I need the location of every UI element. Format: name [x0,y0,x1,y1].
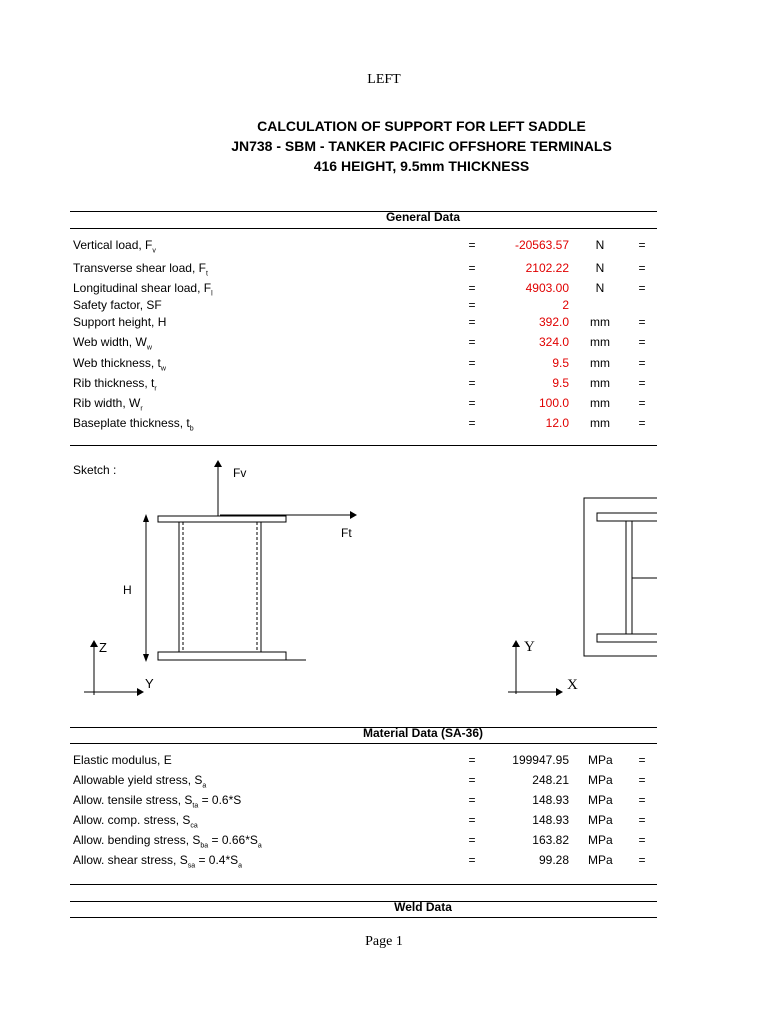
ft-label: Ft [341,526,352,540]
arrowhead-up-icon [143,514,149,522]
unit: N [595,261,605,275]
fv-label: Fv [233,466,247,480]
equals-sign: = [638,315,646,329]
computed-value: 148.93 [532,793,569,807]
divider [70,743,657,744]
unit: MPa [588,833,613,847]
row-label: Transverse shear load, $F_t$ [73,261,208,278]
row-support-height [0,315,768,333]
input-value[interactable]: 9.5 [552,376,569,390]
unit: N [595,238,605,252]
computed-value: 148.93 [532,813,569,827]
unit: mm [590,416,610,430]
row-label: Allow. bending stress, $S_{ba} = 0.66*S_a$ [73,833,262,850]
row-transverse-shear-load [0,261,768,279]
row-label: Allow. comp. stress, $S_{ca}$ [73,813,198,830]
row-label: Allowable yield stress, $S_a$ [73,773,207,790]
row-allowable-yield-stress [0,773,768,791]
equals-sign: = [638,753,646,767]
unit: N [595,281,605,295]
side-view-bottom-plate [597,634,657,642]
h-label: H [123,583,132,597]
row-allow-shear-stress [0,853,768,871]
row-label: Rib width, $W_r$ [73,396,143,413]
title-line-1: CALCULATION OF SUPPORT FOR LEFT SADDLE [257,118,586,134]
computed-value: 99.28 [538,853,569,867]
input-value[interactable]: 392.0 [538,315,569,329]
title-line-2: JN738 - SBM - TANKER PACIFIC OFFSHORE TERMINALS [231,138,612,154]
row-vertical-load [0,238,768,256]
equals-sign: = [468,281,476,295]
equals-sign: = [468,853,476,867]
equals-sign: = [468,261,476,275]
row-allow-bending-stress [0,833,768,851]
equals-sign: = [468,793,476,807]
sketch-label: Sketch : [73,463,117,477]
input-value[interactable]: 9.5 [552,356,569,370]
row-longitudinal-shear-load [0,281,768,299]
equals-sign: = [468,335,476,349]
row-label: Safety factor, SF [73,298,162,312]
x-axis-label: X [567,677,578,693]
row-allow-comp-stress [0,813,768,831]
equals-sign: = [638,376,646,390]
row-rib-width [0,396,768,414]
input-value[interactable]: 100.0 [538,396,569,410]
equals-sign: = [638,238,646,252]
equals-sign: = [638,261,646,275]
weld-data-title: Weld Data [394,900,452,914]
unit: MPa [588,813,613,827]
row-label: Support height, H [73,315,167,329]
equals-sign: = [468,238,476,252]
bottom-plate [158,652,286,660]
input-value[interactable]: 2102.22 [525,261,569,275]
unit: MPa [588,793,613,807]
equals-sign: = [638,853,646,867]
page-number: Page 1 [365,934,403,949]
equals-sign: = [468,396,476,410]
equals-sign: = [468,356,476,370]
input-value[interactable]: 2 [562,298,569,312]
side-view-frame [584,498,657,656]
input-value[interactable]: -20563.57 [514,238,569,252]
equals-sign: = [638,335,646,349]
input-value[interactable]: 12.0 [545,416,569,430]
support-sketch [0,440,768,710]
z-axis-label: Z [99,640,107,655]
row-label: Elastic modulus, E [73,753,172,767]
row-web-width [0,335,768,353]
equals-sign: = [468,376,476,390]
row-web-thickness [0,356,768,374]
input-value[interactable]: 4903.00 [525,281,569,295]
side-view-top-plate [597,513,657,521]
equals-sign: = [638,356,646,370]
row-baseplate-thickness [0,416,768,434]
computed-value: 163.82 [532,833,569,847]
unit: MPa [588,753,613,767]
row-label: Vertical load, $F_v$ [73,238,156,255]
y-axis-label: Y [145,676,154,691]
unit: mm [590,356,610,370]
unit: MPa [588,853,613,867]
equals-sign: = [638,833,646,847]
equals-sign: = [468,298,476,312]
equals-sign: = [638,793,646,807]
equals-sign: = [468,315,476,329]
unit: mm [590,376,610,390]
divider [70,228,657,229]
material-data-title: Material Data (SA-36) [362,726,484,740]
row-label: Longitudinal shear load, $F_l$ [73,281,213,298]
row-label: Rib thickness, $t_r$ [73,376,157,393]
divider [70,884,657,885]
unit: MPa [588,773,613,787]
row-rib-thickness [0,376,768,394]
y-axis-label-2: Y [524,639,535,655]
computed-value: 199947.95 [512,753,569,767]
arrowhead-down-icon [143,654,149,662]
equals-sign: = [638,416,646,430]
unit: mm [590,335,610,349]
equals-sign: = [468,773,476,787]
equals-sign: = [638,396,646,410]
row-safety-factor [0,298,768,316]
unit: mm [590,396,610,410]
equals-sign: = [638,813,646,827]
equals-sign: = [468,416,476,430]
row-allow-tensile-stress [0,793,768,811]
computed-value: 248.21 [532,773,569,787]
top-plate [158,516,286,522]
unit: mm [590,315,610,329]
row-label: Allow. tensile stress, $S_{ta} = 0.6*S$ [73,793,242,810]
equals-sign: = [638,773,646,787]
row-elastic-modulus [0,753,768,771]
equals-sign: = [468,833,476,847]
equals-sign: = [468,753,476,767]
row-label: Web width, $W_w$ [73,335,152,352]
divider [70,917,657,918]
general-data-title: General Data [385,210,461,224]
equals-sign: = [468,813,476,827]
page-header-label: LEFT [367,72,401,87]
equals-sign: = [638,281,646,295]
title-line-3: 416 HEIGHT, 9.5mm THICKNESS [313,158,530,174]
input-value[interactable]: 324.0 [538,335,569,349]
row-label: Allow. shear stress, $S_{sa} = 0.4*S_a$ [73,853,243,870]
row-label: Baseplate thickness, $t_b$ [73,416,194,433]
row-label: Web thickness, $t_w$ [73,356,166,373]
